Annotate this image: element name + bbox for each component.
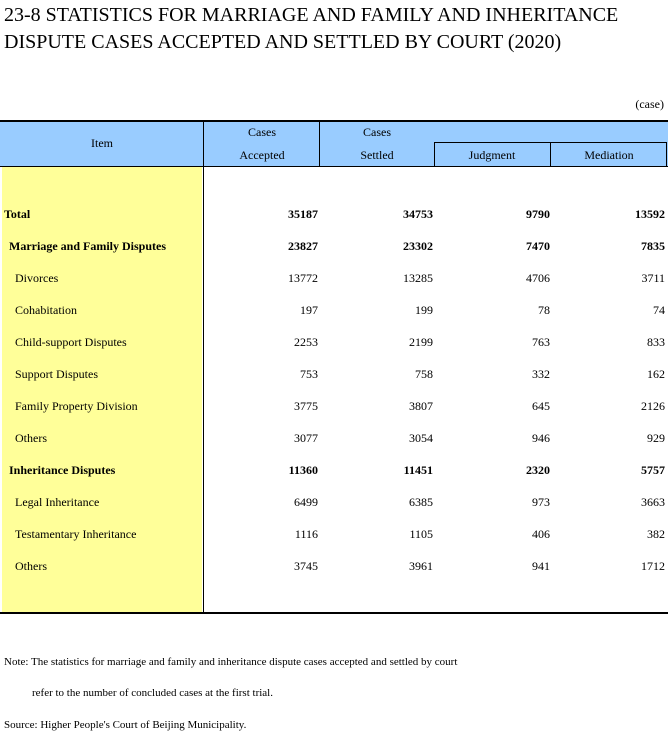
cell-accepted: 2253 — [294, 335, 318, 349]
cell-mediation: 13592 — [635, 207, 665, 221]
cell-mediation: 929 — [647, 431, 665, 445]
cell-settled: 23302 — [403, 239, 433, 253]
table-row — [0, 205, 668, 223]
cell-accepted: 3745 — [294, 559, 318, 573]
cell-mediation: 833 — [647, 335, 665, 349]
cell-mediation: 5757 — [641, 463, 665, 477]
accepted-column-divider — [319, 120, 320, 167]
header-cases-settled-line2: Settled — [360, 148, 394, 162]
cell-mediation: 74 — [653, 303, 665, 317]
cell-accepted: 1116 — [294, 527, 318, 541]
cell-accepted: 23827 — [288, 239, 318, 253]
statistics-table — [0, 120, 668, 614]
table-row — [0, 557, 668, 575]
table-row — [0, 301, 668, 319]
mediation-left-divider — [550, 142, 551, 167]
cell-judgment: 2320 — [526, 463, 550, 477]
note-line-2: refer to the number of concluded cases at the first trial. — [32, 687, 273, 699]
table-row — [0, 333, 668, 351]
table-row — [0, 365, 668, 383]
table-row — [0, 397, 668, 415]
table-row — [0, 525, 668, 543]
cell-settled: 199 — [415, 303, 433, 317]
cell-judgment: 946 — [532, 431, 550, 445]
cell-judgment: 332 — [532, 367, 550, 381]
row-label: Total — [4, 207, 31, 221]
header-bottom-border — [0, 166, 668, 167]
cell-mediation: 3711 — [641, 271, 665, 285]
cell-judgment: 763 — [532, 335, 550, 349]
cell-settled: 3807 — [409, 399, 433, 413]
table-row — [0, 237, 668, 255]
header-judgment: Judgment — [468, 148, 516, 162]
cell-settled: 3054 — [409, 431, 433, 445]
row-label: Inheritance Disputes — [9, 463, 116, 477]
page-title — [4, 2, 668, 56]
table-row — [0, 429, 668, 447]
cell-mediation: 7835 — [641, 239, 665, 253]
cell-judgment: 7470 — [526, 239, 550, 253]
cell-judgment: 941 — [532, 559, 550, 573]
header-cases-accepted-line1: Cases — [248, 125, 276, 139]
cell-accepted: 35187 — [288, 207, 318, 221]
cell-settled: 34753 — [403, 207, 433, 221]
cell-settled: 3961 — [409, 559, 433, 573]
table-bottom-border — [0, 612, 668, 614]
cell-accepted: 11360 — [288, 463, 318, 477]
header-cases-settled-line1: Cases — [363, 125, 391, 139]
row-label: Support Disputes — [15, 367, 99, 381]
cell-accepted: 6499 — [294, 495, 318, 509]
cell-settled: 1105 — [409, 527, 433, 541]
row-label: Legal Inheritance — [15, 495, 100, 509]
cell-accepted: 3077 — [294, 431, 318, 445]
table-row — [0, 269, 668, 287]
cell-judgment: 973 — [532, 495, 550, 509]
cell-judgment: 4706 — [526, 271, 550, 285]
cell-accepted: 13772 — [288, 271, 318, 285]
cell-judgment: 78 — [538, 303, 550, 317]
row-label: Family Property Division — [15, 399, 138, 413]
cell-accepted: 753 — [300, 367, 318, 381]
cell-mediation: 382 — [647, 527, 665, 541]
table-top-border — [0, 120, 668, 122]
unit-label: (case) — [635, 97, 664, 111]
cell-settled: 758 — [415, 367, 433, 381]
cell-mediation: 162 — [647, 367, 665, 381]
cell-mediation: 3663 — [641, 495, 665, 509]
header-cases-accepted-line2: Accepted — [239, 148, 285, 162]
cell-settled: 2199 — [409, 335, 433, 349]
cell-judgment: 406 — [532, 527, 550, 541]
header-item: Item — [91, 136, 113, 150]
cell-mediation: 2126 — [641, 399, 665, 413]
table-row — [0, 493, 668, 511]
cell-settled: 13285 — [403, 271, 433, 285]
note-line-1: Note: The statistics for marriage and family and inheritance dispute cases accepted and settled by court — [4, 656, 458, 668]
item-column-highlight — [2, 166, 202, 613]
cell-settled: 6385 — [409, 495, 433, 509]
row-label: Child-support Disputes — [15, 335, 127, 349]
row-label: Others — [15, 559, 47, 573]
table-row — [0, 461, 668, 479]
cell-settled: 11451 — [403, 463, 433, 477]
row-label: Divorces — [15, 271, 59, 285]
cell-accepted: 197 — [300, 303, 318, 317]
row-label: Marriage and Family Disputes — [9, 239, 166, 253]
row-label: Testamentary Inheritance — [15, 527, 137, 541]
cell-judgment: 9790 — [526, 207, 550, 221]
row-label: Cohabitation — [15, 303, 77, 317]
cell-judgment: 645 — [532, 399, 550, 413]
judgment-left-divider — [434, 142, 435, 167]
header-mediation: Mediation — [584, 148, 634, 162]
cell-mediation: 1712 — [641, 559, 665, 573]
cell-accepted: 3775 — [294, 399, 318, 413]
row-label: Others — [15, 431, 47, 445]
title-line-1: 23-8 STATISTICS FOR MARRIAGE AND FAMILY AND INHERITANCE — [4, 4, 619, 26]
mediation-right-divider — [666, 142, 667, 167]
source-line: Source: Higher People's Court of Beijing Municipality. — [4, 719, 247, 731]
title-line-2: DISPUTE CASES ACCEPTED AND SETTLED BY COURT (2020) — [4, 31, 562, 53]
